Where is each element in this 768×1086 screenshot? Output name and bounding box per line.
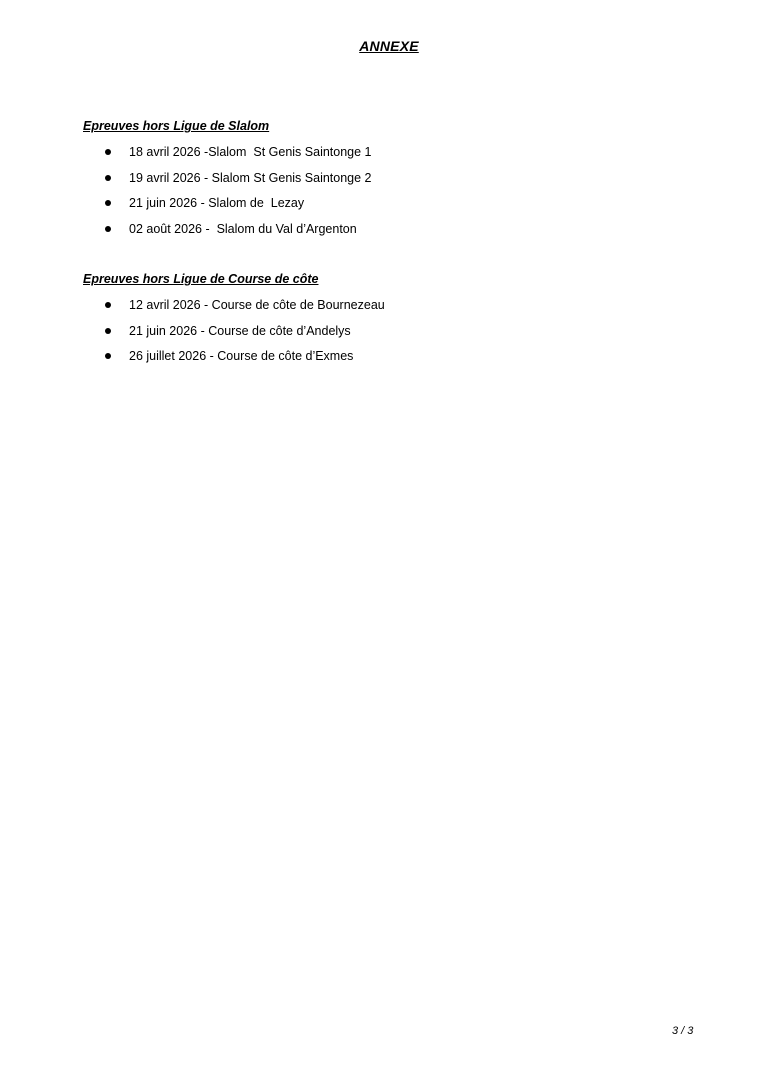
page-title: ANNEXE bbox=[359, 38, 419, 54]
bullet-icon bbox=[105, 200, 111, 206]
bullet-icon bbox=[105, 175, 111, 181]
list-item-text: 18 avril 2026 -Slalom St Genis Saintonge 1 bbox=[129, 145, 372, 159]
list-item-text: 02 août 2026 - Slalom du Val d’Argenton bbox=[129, 221, 357, 236]
list-item-text: 26 juillet 2026 - Course de côte d’Exmes bbox=[129, 349, 354, 364]
bullet-icon bbox=[105, 353, 111, 359]
list-item bbox=[83, 169, 683, 195]
list-item bbox=[83, 194, 683, 220]
section-slalom bbox=[83, 117, 683, 245]
list-item bbox=[83, 322, 683, 348]
section-heading-slalom: Epreuves hors Ligue de Slalom bbox=[83, 119, 270, 133]
bullet-icon bbox=[105, 302, 111, 308]
section-heading-course-de-cote: Epreuves hors Ligue de Course de côte bbox=[83, 272, 319, 286]
list-item bbox=[83, 296, 683, 322]
slalom-list bbox=[83, 143, 683, 245]
bullet-icon bbox=[105, 328, 111, 334]
list-item-text: 21 juin 2026 - Slalom de Lezay bbox=[129, 196, 305, 211]
list-item-text: 19 avril 2026 - Slalom St Genis Saintonge 2 bbox=[129, 170, 372, 185]
list-item bbox=[83, 347, 683, 373]
bullet-icon bbox=[105, 226, 111, 232]
page-number: 3 / 3 bbox=[672, 1025, 694, 1037]
list-item-text: 12 avril 2026 - Course de côte de Bournezeau bbox=[129, 298, 385, 312]
bullet-icon bbox=[105, 149, 111, 155]
list-item bbox=[83, 220, 683, 246]
list-item bbox=[83, 143, 683, 169]
list-item-text: 21 juin 2026 - Course de côte d’Andelys bbox=[129, 323, 351, 338]
course-de-cote-list bbox=[83, 296, 683, 373]
section-course-de-cote bbox=[83, 270, 683, 373]
